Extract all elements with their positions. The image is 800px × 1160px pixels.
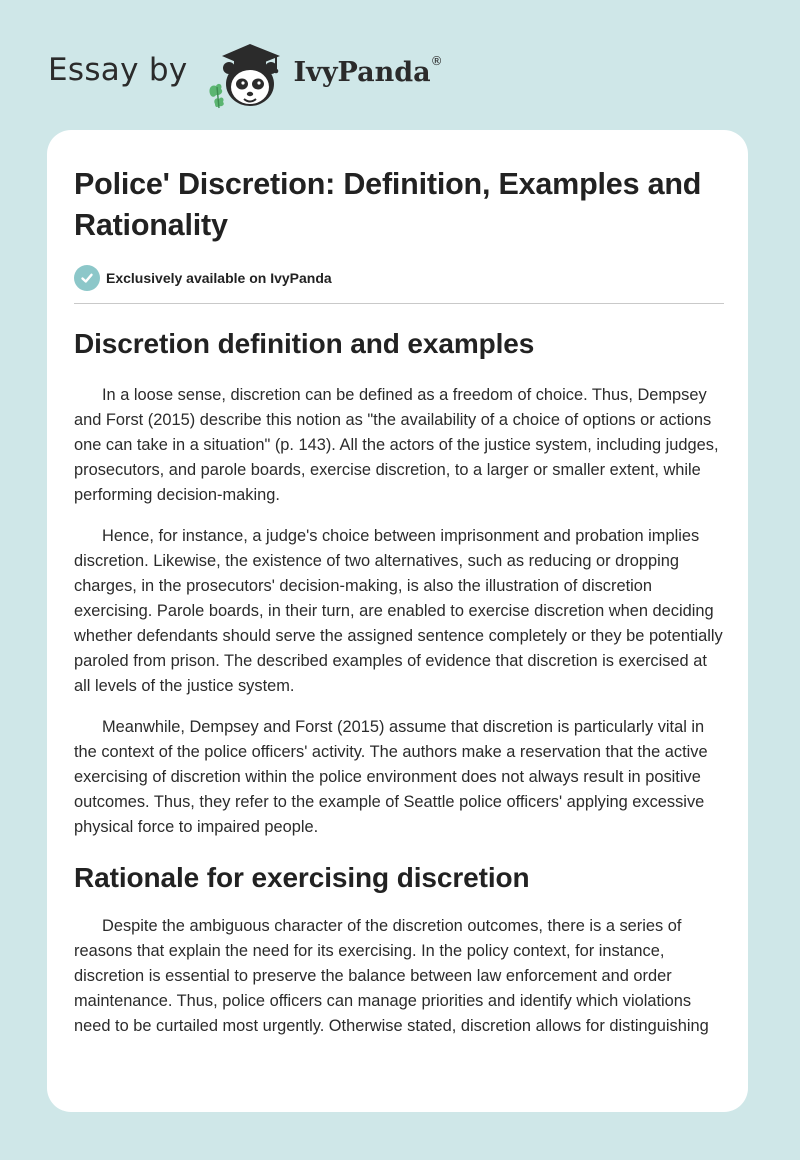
divider <box>74 303 724 304</box>
section-heading: Discretion definition and examples <box>74 328 535 359</box>
site-header <box>48 38 443 110</box>
exclusive-badge <box>74 265 724 291</box>
brand-prefix: Essay by <box>48 52 188 88</box>
section-rationale <box>74 860 724 1039</box>
paragraph: In a loose sense, discretion can be defined as a freedom of choice. Thus, Dempsey and Forst (2015) describe this notion as "the availability of a choice of options or actions one can take in a situation" (p. 143). All the actors of the justice system, including judges, prosecutors, and parole boards, exercise discretion, to a larger or smaller extent, while performing decision-making. <box>74 386 719 504</box>
panda-graduate-logo-icon[interactable] <box>206 38 288 110</box>
paragraph: Meanwhile, Dempsey and Forst (2015) assume that discretion is particularly vital in the context of the police officers' activity. The authors make a reservation that the active exercising of discretion within the police environment does not always result in positive outcomes. Thus, they refer to the example of Seattle police officers' applying excessive physical force to impaired people. <box>74 718 708 836</box>
essay-content <box>74 164 724 1039</box>
exclusive-label: Exclusively available on IvyPanda <box>106 270 332 286</box>
page-title: Police' Discretion: Definition, Examples and Rationality <box>74 167 702 242</box>
section-discretion-definition <box>74 326 724 840</box>
paragraph: Despite the ambiguous character of the discretion outcomes, there is a series of reasons that explain the need for its exercising. In the policy context, for instance, discretion is essential to preserve the balance between law enforcement and order maintenance. Thus, police officers can manage priorities and identify which violations need to be curtailed most urgently. Otherwise stated, discretion allows for distinguishing <box>74 917 709 1035</box>
brand-name-text: IvyPanda <box>293 56 431 88</box>
checkmark-icon <box>74 265 100 291</box>
paragraph: Hence, for instance, a judge's choice between imprisonment and probation implies discretion. Likewise, the existence of two alternatives, such as reducing or dropping charges, in the prosecutors' decision-making, is also the illustration of discretion exercising. Parole boards, in their turn, are enabled to exercise discretion when deciding whether defendants should serve the assigned sentence completely or they be potentially paroled from prison. The described examples of evidence that discretion is exercised at all levels of the justice system. <box>74 527 723 695</box>
essay-card <box>47 130 748 1112</box>
section-heading: Rationale for exercising discretion <box>74 862 530 893</box>
registered-mark: ® <box>430 53 443 68</box>
brand-name[interactable] <box>293 53 443 88</box>
